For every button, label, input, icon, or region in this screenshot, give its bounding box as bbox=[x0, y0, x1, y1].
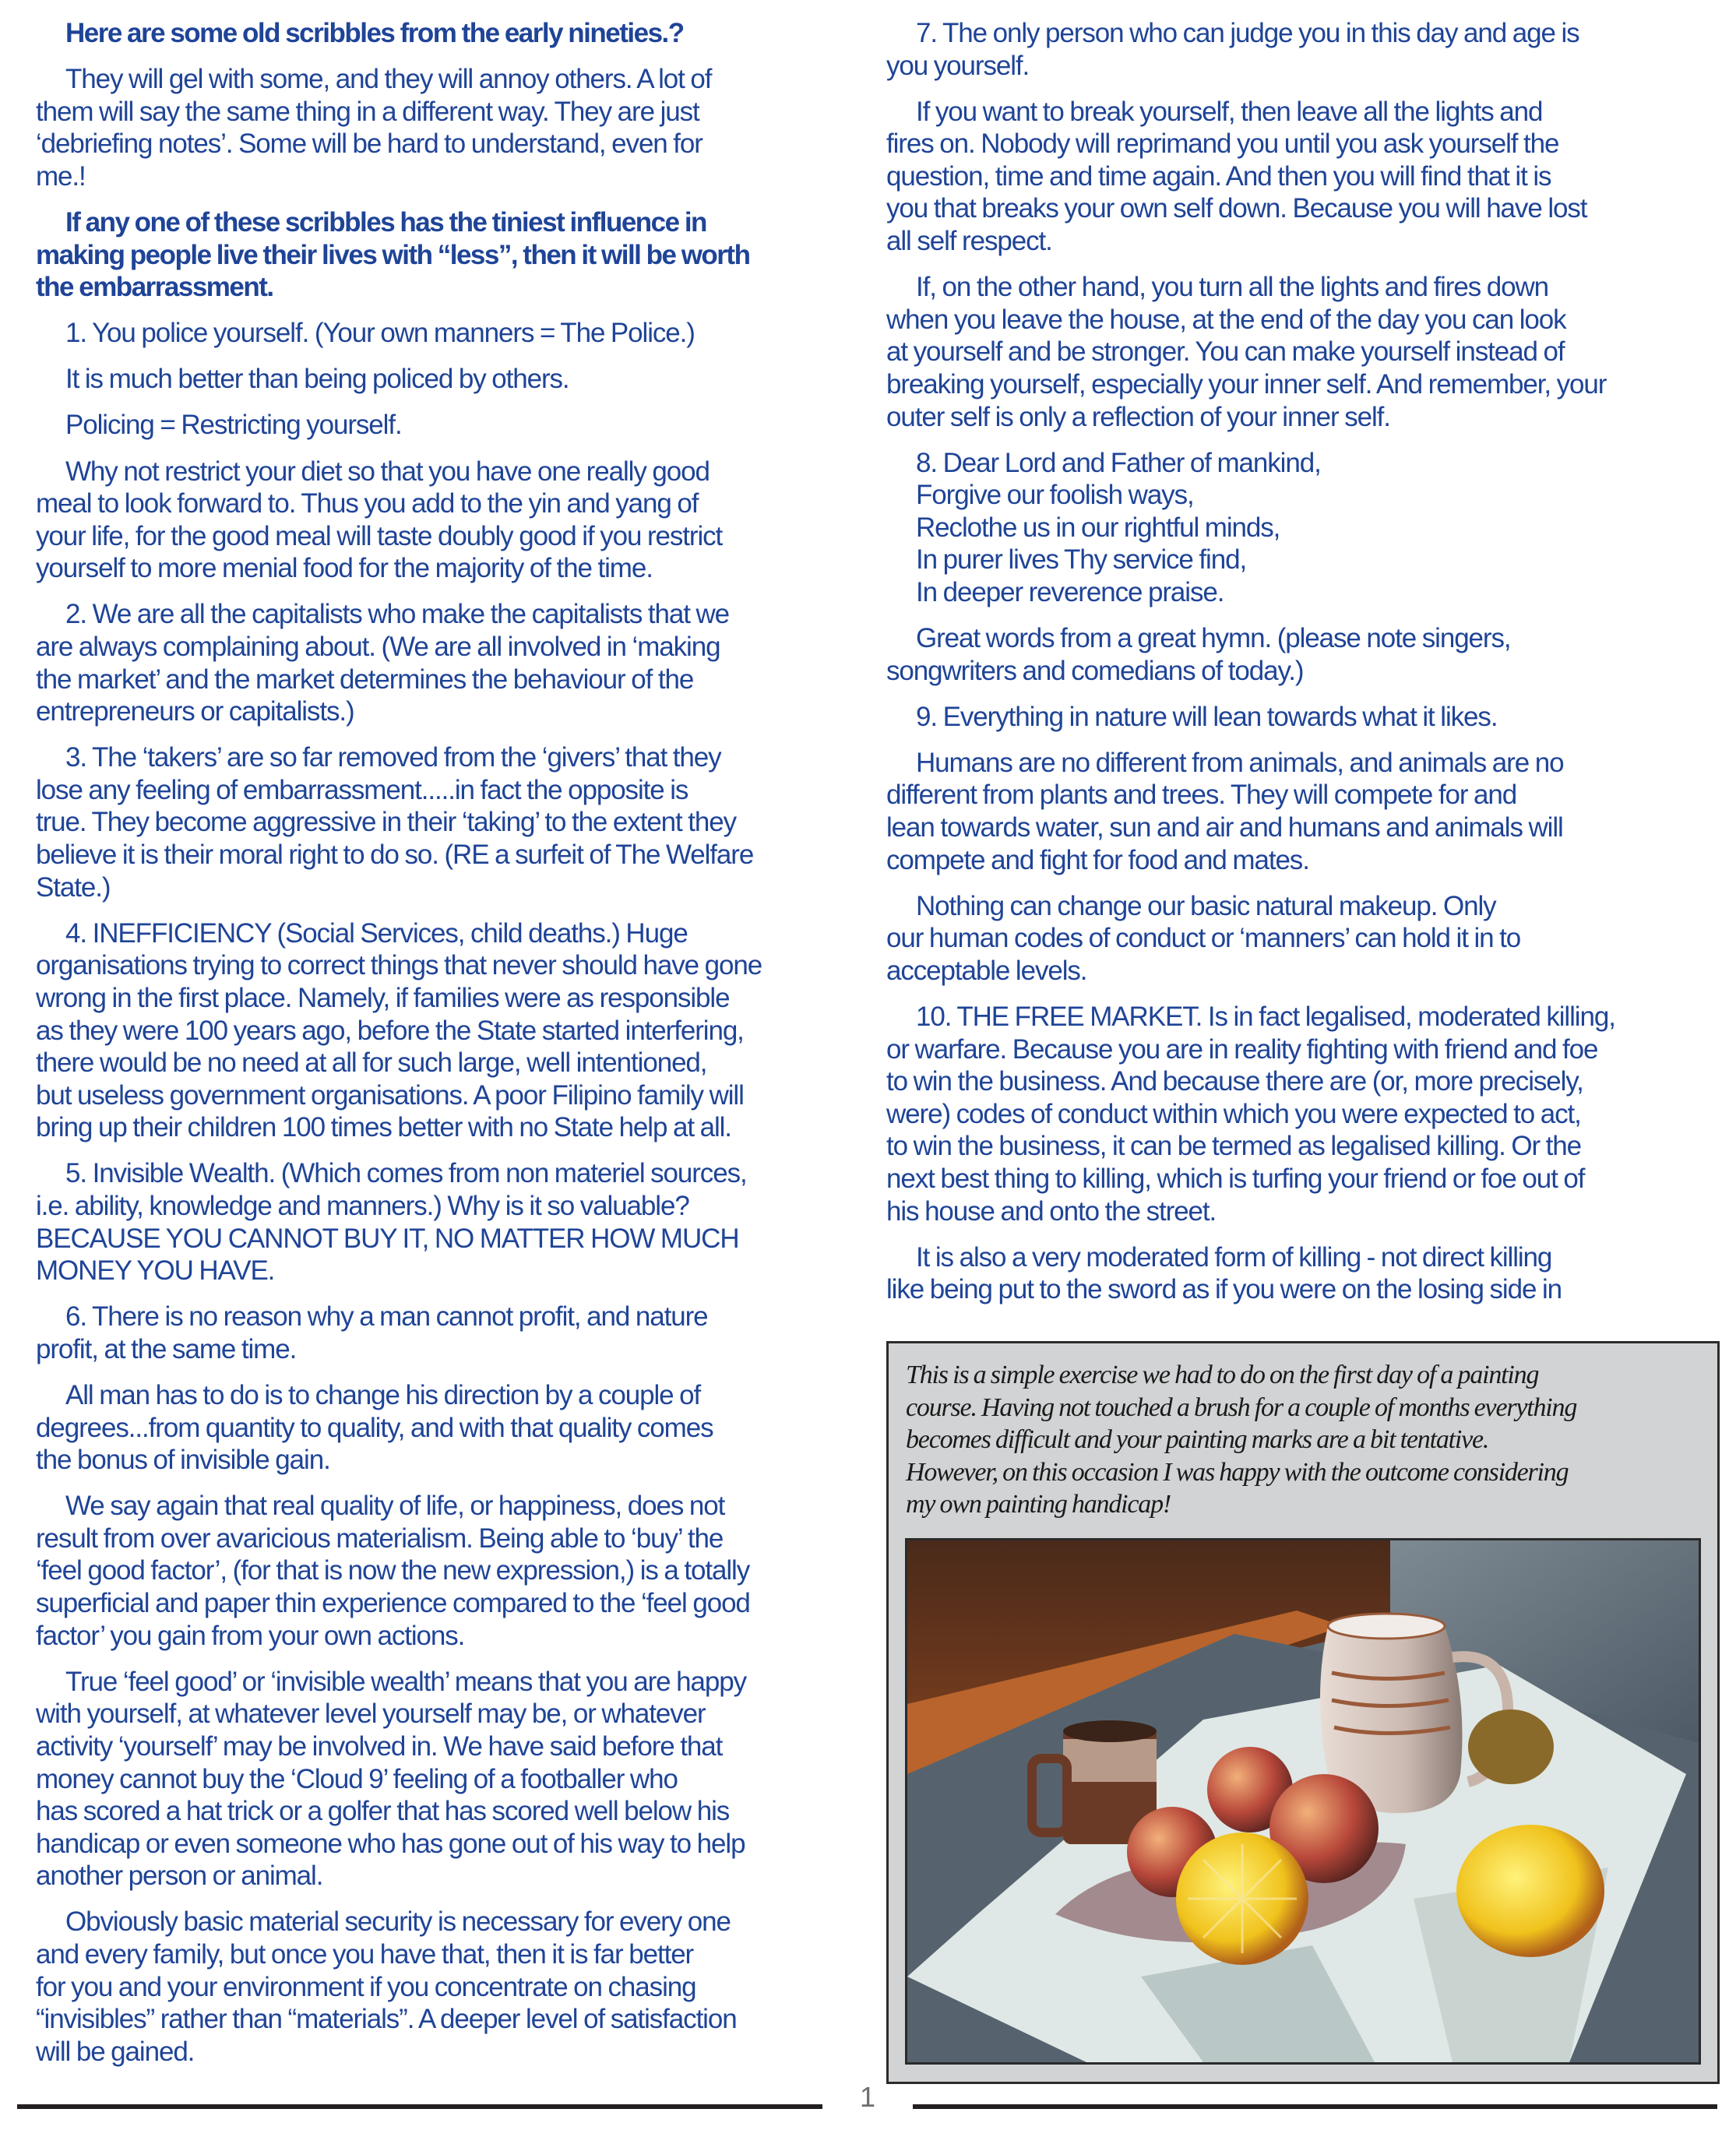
text-line: you that breaks your own self down. Because you will have lost bbox=[886, 193, 1587, 224]
text-line: true. They become aggressive in their ‘taking’ to the extent they bbox=[36, 807, 737, 838]
text-line: Policing = Restricting yourself. bbox=[65, 410, 402, 441]
text-line: to win the business. And because there are (or, more precisely, bbox=[886, 1066, 1583, 1097]
text-line: factor’ you gain from your own actions. bbox=[36, 1620, 465, 1651]
paragraph bbox=[36, 409, 852, 442]
text-line: degrees...from quantity to quality, and with that quality comes bbox=[36, 1412, 713, 1443]
still-life-painting bbox=[905, 1538, 1701, 2065]
text-line: 3. The ‘takers’ are so far removed from the ‘givers’ that they bbox=[65, 742, 721, 773]
text-line: 8. Dear Lord and Father of mankind, bbox=[916, 447, 1321, 478]
text-line: Great words from a great hymn. (please note singers, bbox=[916, 623, 1511, 654]
text-line: breaking yourself, especially your inner self. And remember, your bbox=[886, 368, 1607, 400]
text-line: our human codes of conduct or ‘manners’ can hold it in to bbox=[886, 923, 1521, 954]
text-line: different from plants and trees. They will compete for and bbox=[886, 780, 1517, 811]
text-line: 4. INEFFICIENCY (Social Services, child deaths.) Huge bbox=[65, 917, 688, 949]
text-line: Forgive our foolish ways, bbox=[916, 480, 1194, 511]
left-paragraphs bbox=[36, 317, 852, 2068]
text-line: 1. You police yourself. (Your own manners = The Police.) bbox=[65, 318, 695, 349]
paragraph bbox=[36, 1379, 852, 1477]
paragraph bbox=[36, 317, 852, 350]
footer-rule-right bbox=[913, 2104, 1717, 2109]
text-line: as they were 100 years ago, before the State started interfering, bbox=[36, 1015, 744, 1046]
text-line: were) codes of conduct within which you were expected to act, bbox=[886, 1098, 1581, 1129]
paragraph bbox=[36, 456, 852, 585]
left-column bbox=[36, 17, 852, 2082]
text-line: songwriters and comedians of today.) bbox=[886, 655, 1304, 686]
text-line: compete and fight for food and mates. bbox=[886, 844, 1309, 875]
text-line: Here are some old scribbles from the early nineties.? bbox=[65, 18, 684, 48]
text-line: question, time and time again. And then you will find that it is bbox=[886, 160, 1551, 192]
text-line: are always complaining about. (We are all involved in ‘making bbox=[36, 632, 720, 662]
text-line: In purer lives Thy service find, bbox=[916, 544, 1247, 576]
text-line: lose any feeling of embarrassment.....in fact the opposite is bbox=[36, 774, 688, 805]
text-line: Obviously basic material security is necessary for every one bbox=[65, 1906, 731, 1938]
paragraph bbox=[36, 598, 852, 727]
paragraph bbox=[36, 741, 852, 903]
text-line: Humans are no different from animals, and animals are no bbox=[916, 747, 1564, 778]
right-column bbox=[886, 17, 1720, 1319]
text-line: It is also a very moderated form of killing - not direct killing bbox=[916, 1241, 1552, 1273]
paragraph bbox=[36, 1666, 852, 1892]
text-line: the bonus of invisible gain. bbox=[36, 1445, 330, 1476]
paragraph bbox=[886, 890, 1720, 988]
text-line: State.) bbox=[36, 871, 111, 903]
text-line: This is a simple exercise we had to do on the first day of a painting bbox=[906, 1361, 1539, 1389]
text-line: my own painting handicap! bbox=[906, 1490, 1171, 1519]
text-line: organisations trying to correct things that never should have gone bbox=[36, 950, 762, 981]
text-line: Nothing can change our basic natural makeup. Only bbox=[916, 890, 1496, 921]
intro-paragraph bbox=[36, 63, 852, 192]
text-line: or warfare. Because you are in reality fighting with friend and foe bbox=[886, 1033, 1598, 1065]
right-paragraphs bbox=[886, 17, 1720, 1306]
text-line: becomes difficult and your painting marks are a bit tentative. bbox=[906, 1425, 1489, 1454]
text-line: If you want to break yourself, then leave all the lights and bbox=[916, 96, 1543, 127]
paragraph bbox=[886, 271, 1720, 433]
text-line: Why not restrict your diet so that you have one really good bbox=[65, 456, 710, 487]
paragraph bbox=[886, 747, 1720, 876]
paragraph bbox=[886, 701, 1720, 734]
text-line: outer self is only a reflection of your inner self. bbox=[886, 401, 1390, 432]
text-line: course. Having not touched a brush for a couple of months everything bbox=[906, 1392, 1577, 1422]
text-line: MONEY YOU HAVE. bbox=[36, 1255, 275, 1287]
text-line: with yourself, at whatever level yourself may be, or whatever bbox=[36, 1699, 706, 1730]
text-line: If any one of these scribbles has the tiniest influence in bbox=[65, 206, 706, 238]
paragraph bbox=[36, 1301, 852, 1365]
paragraph bbox=[36, 1906, 852, 2068]
painting-caption-box bbox=[886, 1341, 1720, 2084]
text-line: BECAUSE YOU CANNOT BUY IT, NO MATTER HOW MUCH bbox=[36, 1223, 739, 1254]
text-line: 9. Everything in nature will lean towards what it likes. bbox=[916, 701, 1498, 732]
text-line: will be gained. bbox=[36, 2036, 195, 2067]
text-line: wrong in the first place. Namely, if families were as responsible bbox=[36, 982, 730, 1013]
text-line: when you leave the house, at the end of the day you can look bbox=[886, 304, 1566, 335]
text-line: superficial and paper thin experience compared to the ‘feel good bbox=[36, 1588, 750, 1619]
text-line: entrepreneurs or capitalists.) bbox=[36, 696, 354, 727]
text-line: They will gel with some, and they will annoy others. A lot of bbox=[65, 64, 712, 95]
text-line: acceptable levels. bbox=[886, 955, 1087, 986]
paragraph bbox=[886, 96, 1720, 258]
text-line: his house and onto the street. bbox=[886, 1195, 1217, 1227]
text-line: result from over avaricious materialism. Being able to ‘buy’ the bbox=[36, 1523, 724, 1554]
text-line: However, on this occasion I was happy with the outcome considering bbox=[906, 1457, 1569, 1487]
text-line: you yourself. bbox=[886, 50, 1030, 81]
painting-image-icon bbox=[907, 1540, 1699, 2062]
text-line: activity ‘yourself’ may be involved in. We have said before that bbox=[36, 1730, 723, 1762]
paragraph bbox=[36, 363, 852, 396]
paragraph bbox=[36, 917, 852, 1144]
text-line: Reclothe us in our rightful minds, bbox=[916, 512, 1280, 543]
text-line: 6. There is no reason why a man cannot profit, and nature bbox=[65, 1301, 708, 1333]
text-line: your life, for the good meal will taste doubly good if you restrict bbox=[36, 520, 723, 551]
text-line: meal to look forward to. Thus you add to the yin and yang of bbox=[36, 488, 699, 519]
text-line: It is much better than being policed by others. bbox=[65, 364, 569, 395]
text-line: there would be no need at all for such large, well intentioned, bbox=[36, 1047, 707, 1079]
text-line: and every family, but once you have that, then it is far better bbox=[36, 1938, 694, 1970]
text-line: me.! bbox=[36, 160, 86, 192]
text-line: to win the business, it can be termed as legalised killing. Or the bbox=[886, 1131, 1582, 1162]
text-line: i.e. ability, knowledge and manners.) Why is it so valuable? bbox=[36, 1191, 689, 1221]
text-line: All man has to do is to change his direction by a couple of bbox=[65, 1379, 701, 1410]
text-line: has scored a hat trick or a golfer that has scored well below his bbox=[36, 1796, 730, 1827]
text-line: We say again that real quality of life, or happiness, does not bbox=[65, 1491, 725, 1522]
text-line: at yourself and be stronger. You can make yourself instead of bbox=[886, 336, 1565, 368]
paragraph bbox=[886, 622, 1720, 687]
text-line: but useless government organisations. A poor Filipino family will bbox=[36, 1079, 744, 1111]
text-line: like being put to the sword as if you were on the losing side in bbox=[886, 1274, 1562, 1305]
text-line: another person or animal. bbox=[36, 1861, 323, 1892]
text-line: If, on the other hand, you turn all the lights and fires down bbox=[916, 272, 1549, 303]
text-line: “invisibles” rather than “materials”. A deeper level of satisfaction bbox=[36, 2004, 737, 2035]
paragraph bbox=[886, 17, 1720, 82]
text-line: profit, at the same time. bbox=[36, 1333, 297, 1364]
paragraph bbox=[886, 447, 1720, 609]
paragraph bbox=[886, 1001, 1720, 1227]
footer-rule-left bbox=[17, 2104, 822, 2109]
text-line: making people live their lives with “less”, then it will be worth bbox=[36, 239, 750, 270]
text-line: the market’ and the market determines the behaviour of the bbox=[36, 664, 694, 695]
text-line: them will say the same thing in a different way. They are just bbox=[36, 96, 699, 127]
text-line: ‘feel good factor’, (for that is now the new expression,) is a totally bbox=[36, 1555, 750, 1586]
text-line: 5. Invisible Wealth. (Which comes from non materiel sources, bbox=[65, 1158, 747, 1189]
text-line: bring up their children 100 times better with no State help at all. bbox=[36, 1112, 731, 1143]
text-line: 7. The only person who can judge you in this day and age is bbox=[916, 18, 1579, 48]
text-line: handicap or even someone who has gone out of his way to help bbox=[36, 1828, 745, 1859]
text-line: believe it is their moral right to do so. (RE a surfeit of The Welfare bbox=[36, 840, 754, 871]
paragraph bbox=[36, 1490, 852, 1652]
text-line: the embarrassment. bbox=[36, 272, 273, 303]
text-line: 10. THE FREE MARKET. Is in fact legalised, moderated killing, bbox=[916, 1002, 1615, 1033]
text-line: money cannot buy the ‘Cloud 9’ feeling of a footballer who bbox=[36, 1763, 678, 1794]
text-line: lean towards water, sun and air and humans and animals will bbox=[886, 812, 1563, 843]
paragraph bbox=[886, 1241, 1720, 1306]
text-line: for you and your environment if you concentrate on chasing bbox=[36, 1971, 696, 2002]
text-line: 2. We are all the capitalists who make the capitalists that we bbox=[65, 599, 729, 630]
text-line: fires on. Nobody will reprimand you until you ask yourself the bbox=[886, 129, 1559, 160]
caption-text bbox=[906, 1359, 1708, 1521]
paragraph bbox=[36, 1157, 852, 1287]
text-line: ‘debriefing notes’. Some will be hard to understand, even for bbox=[36, 129, 702, 160]
text-line: all self respect. bbox=[886, 226, 1052, 257]
text-line: True ‘feel good’ or ‘invisible wealth’ means that you are happy bbox=[65, 1666, 747, 1697]
text-line: next best thing to killing, which is turfing your friend or foe out of bbox=[886, 1164, 1585, 1194]
text-line: yourself to more menial food for the majority of the time. bbox=[36, 553, 653, 584]
page-number: 1 bbox=[860, 2081, 876, 2113]
intro-bold-paragraph bbox=[36, 206, 852, 304]
text-line: In deeper reverence praise. bbox=[916, 577, 1224, 607]
intro-heading bbox=[36, 17, 852, 50]
